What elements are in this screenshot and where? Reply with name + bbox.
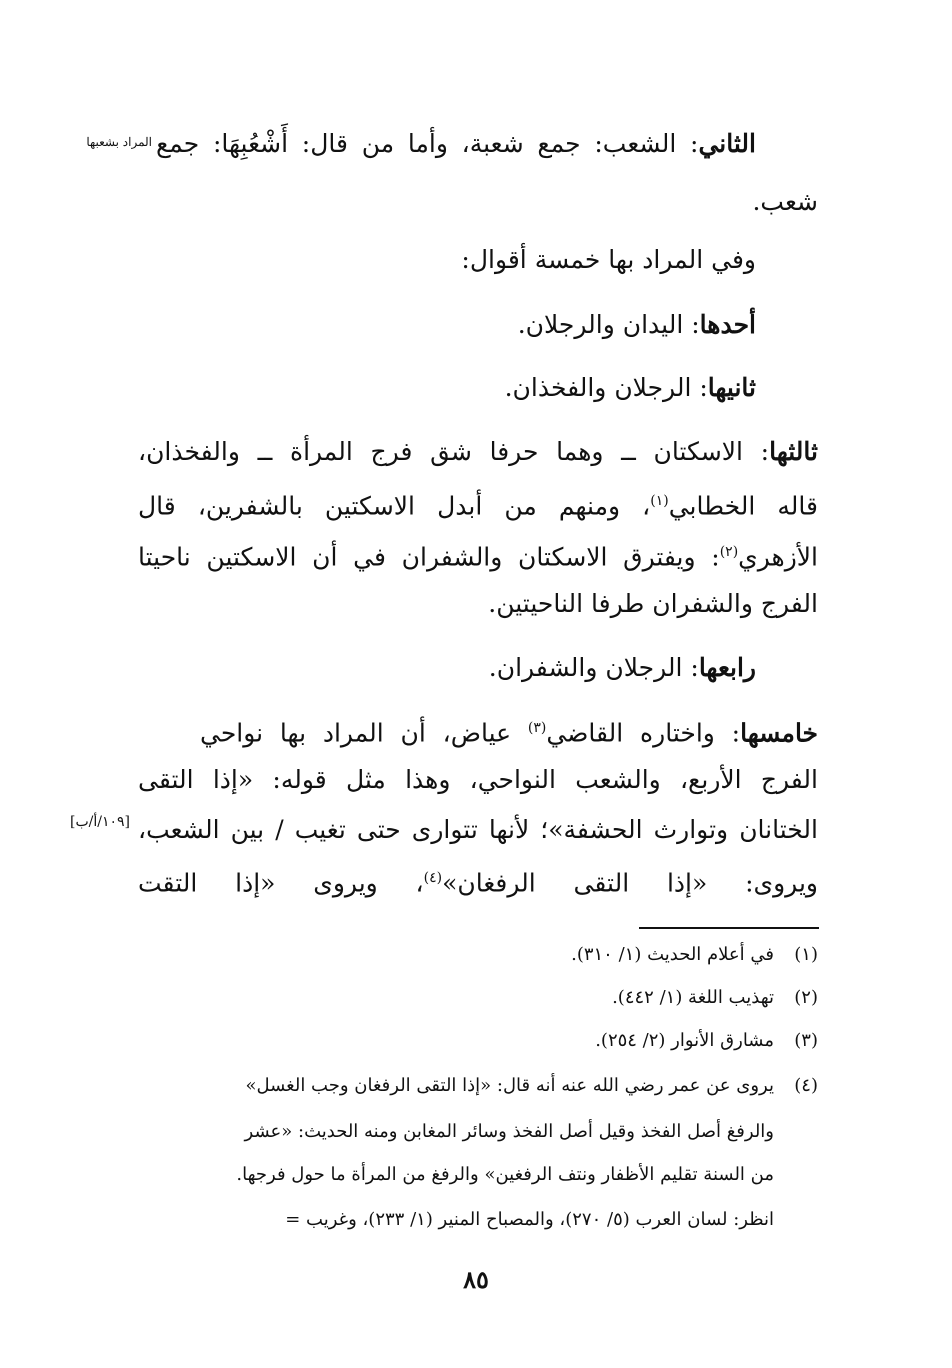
margin-note: [١٠٩/أ/ب] <box>70 814 130 830</box>
text-line: الفرج الأربع، والشعب النواحي، وهذا مثل قوله: «إذا التقى <box>138 765 818 794</box>
footnote <box>138 1026 818 1056</box>
text-line <box>138 481 818 521</box>
line-text: : اليدان والرجلان. <box>517 310 700 339</box>
footnote-number: (١) <box>794 944 818 965</box>
section-label: خامسها <box>740 718 819 748</box>
text-line: الفرج والشفران طرفا الناحيتين. <box>488 589 818 618</box>
text-line: وفي المراد بها خمسة أقوال: <box>461 245 756 274</box>
footnote-text: يروى عن عمر رضي الله عنه أنه قال: «إذا التقى الرفغان وجب الغسل» <box>245 1075 774 1096</box>
line-text: : الرجلان والفخذان. <box>504 373 708 402</box>
text-line <box>356 648 756 688</box>
text-line <box>200 708 818 748</box>
line-text: : الرجلان والشفران. <box>488 653 699 682</box>
line-text: : الاسكتان ــ وهما حرفا شق فرج المرأة ــ والفخذان، <box>138 437 770 466</box>
text-line <box>138 532 818 572</box>
text-line <box>138 432 818 472</box>
section-label: ثالثها <box>769 437 818 466</box>
footnote-continuation: من السنة تقليم الأظفار ونتف الرفغين» والرفغ من المرأة ما حول فرجها. <box>236 1164 774 1185</box>
footnote-ref: (٤) <box>423 870 443 886</box>
line-text: ، ومنهم من أبدل الاسكتين بالشفرين، قال <box>138 491 651 521</box>
line-text: عياض، أن المراد بها نواحي <box>200 718 528 748</box>
footnote-ref: (٢) <box>719 544 739 560</box>
footnote-text: في أعلام الحديث (١/ ٣١٠). <box>571 944 774 965</box>
line-text: : ويفترق الاسكتان والشفران في أن الاسكتين ناحيتا <box>138 542 720 572</box>
margin-note: المراد بشعبها <box>86 135 152 149</box>
footnote-text: تهذيب اللغة (١/ ٤٤٢). <box>612 987 774 1008</box>
line-text: ويروى: «إذا التقى الرفغان» <box>442 868 818 898</box>
text-line <box>356 305 756 345</box>
line-text: : الشعب: جمع شعبة، وأما من قال: أَشْعُبِهَا: جمع <box>156 129 699 158</box>
line-text: الأزهري <box>738 542 818 572</box>
footnote-number: (٤) <box>794 1075 818 1096</box>
section-label: الثاني <box>698 129 756 158</box>
text-line <box>138 858 818 898</box>
footnote-text: مشارق الأنوار (٢/ ٢٥٤). <box>595 1030 774 1051</box>
footnote <box>138 940 818 970</box>
footnote <box>138 1071 818 1101</box>
text-line <box>356 368 756 408</box>
page-number: ٨٥ <box>463 1265 489 1294</box>
footnote-continuation: والرفغ أصل الفخذ وقيل أصل الفخذ وسائر المغابن ومنه الحديث: «عشر <box>244 1121 774 1142</box>
text-line: شعب. <box>752 187 818 216</box>
footnote-separator <box>639 927 819 929</box>
line-text: قاله الخطابي <box>668 491 818 521</box>
line-text: ، ويروى «إذا التقت <box>138 868 424 898</box>
section-label: رابعها <box>698 653 756 682</box>
section-label: ثانيها <box>707 373 756 402</box>
footnote-ref: (١) <box>650 493 669 509</box>
footnote-number: (٣) <box>794 1030 818 1051</box>
line-text: : واختاره القاضي <box>546 718 741 748</box>
text-line: الختانان وتوارث الحشفة»؛ لأنها تتوارى حتى تغيب / بين الشعب، <box>138 815 818 844</box>
text-line <box>156 124 756 164</box>
footnote-continuation: انظر: لسان العرب (٥/ ٢٧٠)، والمصباح المنير (١/ ٢٣٣)، وغريب = <box>285 1209 774 1230</box>
footnote-number: (٢) <box>794 987 818 1008</box>
section-label: أحدها <box>699 310 756 339</box>
footnote <box>138 983 818 1013</box>
footnote-ref: (٣) <box>527 720 547 736</box>
